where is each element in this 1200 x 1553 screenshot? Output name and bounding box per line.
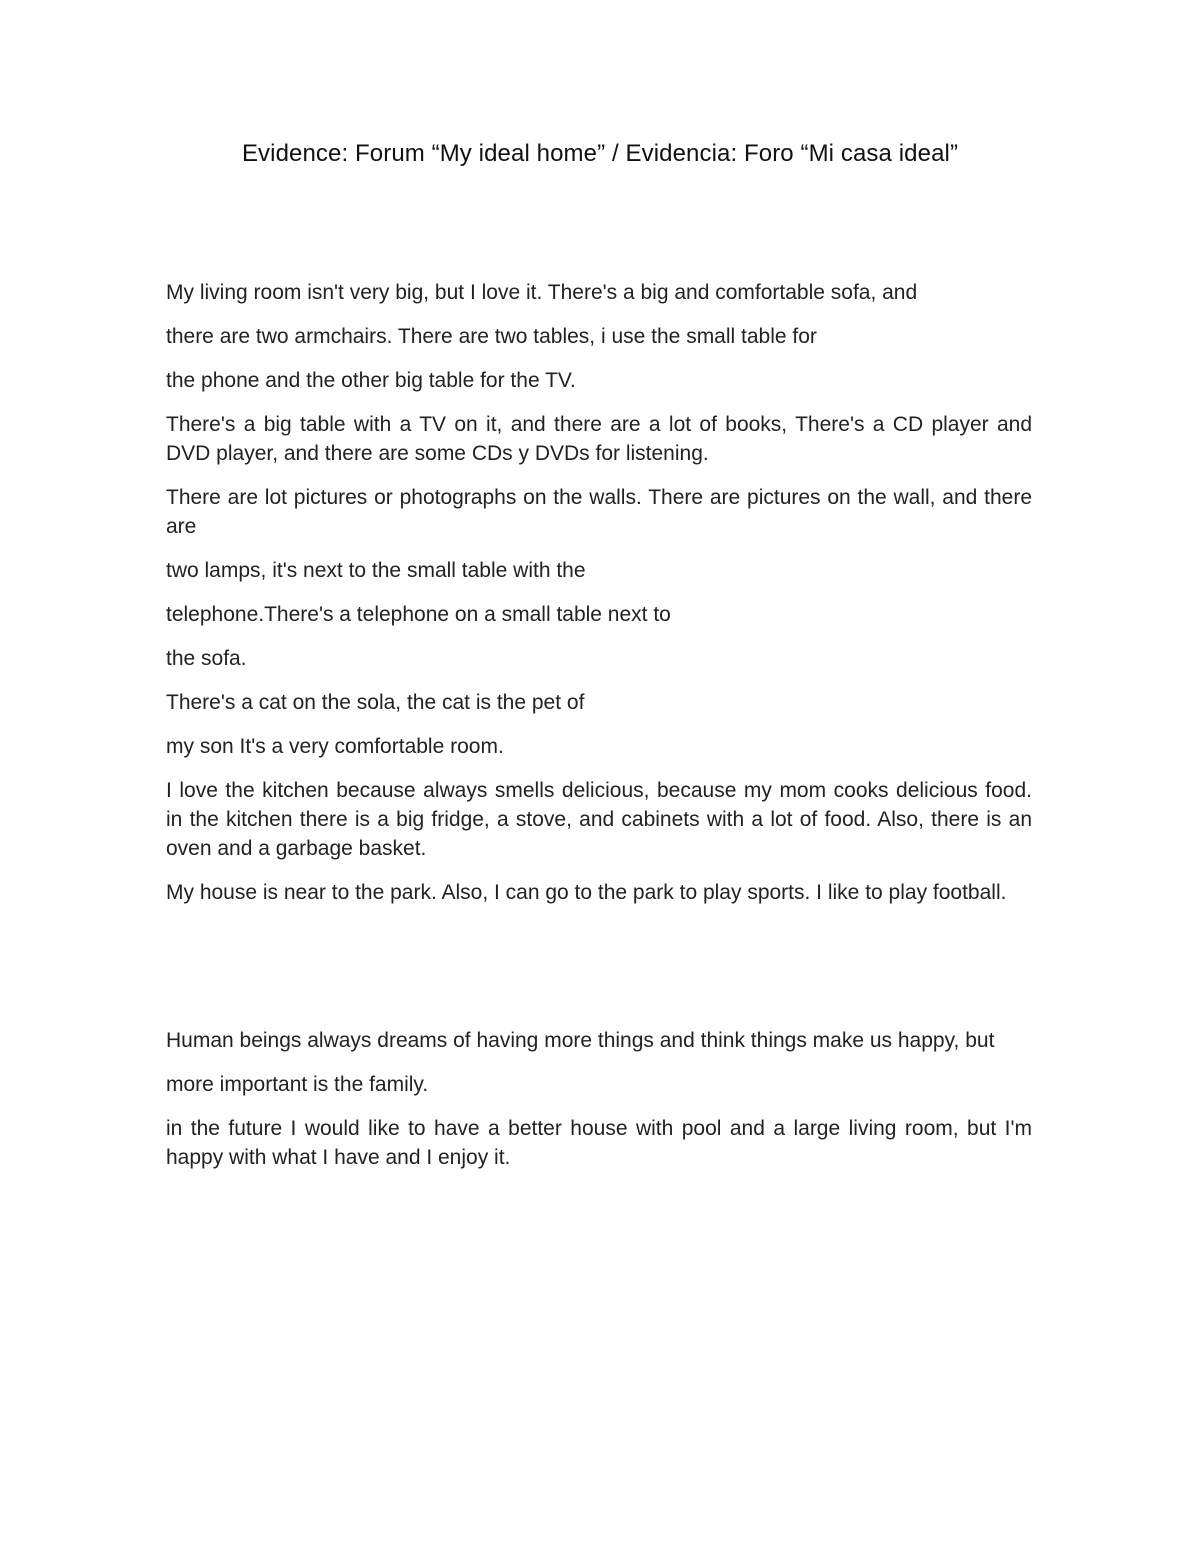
document-body: [166, 278, 1032, 1187]
paragraph: Human beings always dreams of having more things and think things make us happy, but: [166, 1029, 995, 1052]
page-title: Evidence: Forum “My ideal home” / Evidencia: Foro “Mi casa ideal”: [241, 140, 959, 167]
paragraph: My house is near to the park. Also, I can go to the park to play sports. I like to play football.: [166, 881, 1007, 904]
paragraph: my son It's a very comfortable room.: [166, 735, 504, 758]
paragraph: the sofa.: [166, 647, 247, 670]
paragraph: two lamps, it's next to the small table with the: [166, 559, 586, 582]
paragraph: I love the kitchen because always smells delicious, because my mom cooks delicious food. in the kitchen there is a big fridge, a stove, and cabinets with a lot of food. Also, there is an oven and a garbage basket.: [166, 779, 1032, 860]
paragraph: There are lot pictures or photographs on the walls. There are pictures on the wall, and there are: [166, 486, 1032, 538]
section-spacer: [166, 922, 1032, 1026]
paragraph: there are two armchairs. There are two tables, i use the small table for: [166, 325, 817, 348]
paragraph: in the future I would like to have a better house with pool and a large living room, but I'm happy with what I have and I enjoy it.: [166, 1117, 1032, 1169]
paragraph: telephone.There's a telephone on a small table next to: [166, 603, 671, 626]
paragraph: There's a big table with a TV on it, and there are a lot of books, There's a CD player and DVD player, and there are some CDs y DVDs for listening.: [166, 413, 1032, 465]
paragraph: My living room isn't very big, but I love it. There's a big and comfortable sofa, and: [166, 281, 918, 304]
paragraph: the phone and the other big table for the TV.: [166, 369, 576, 392]
paragraph: more important is the family.: [166, 1073, 429, 1096]
paragraph: There's a cat on the sola, the cat is the pet of: [166, 691, 585, 714]
